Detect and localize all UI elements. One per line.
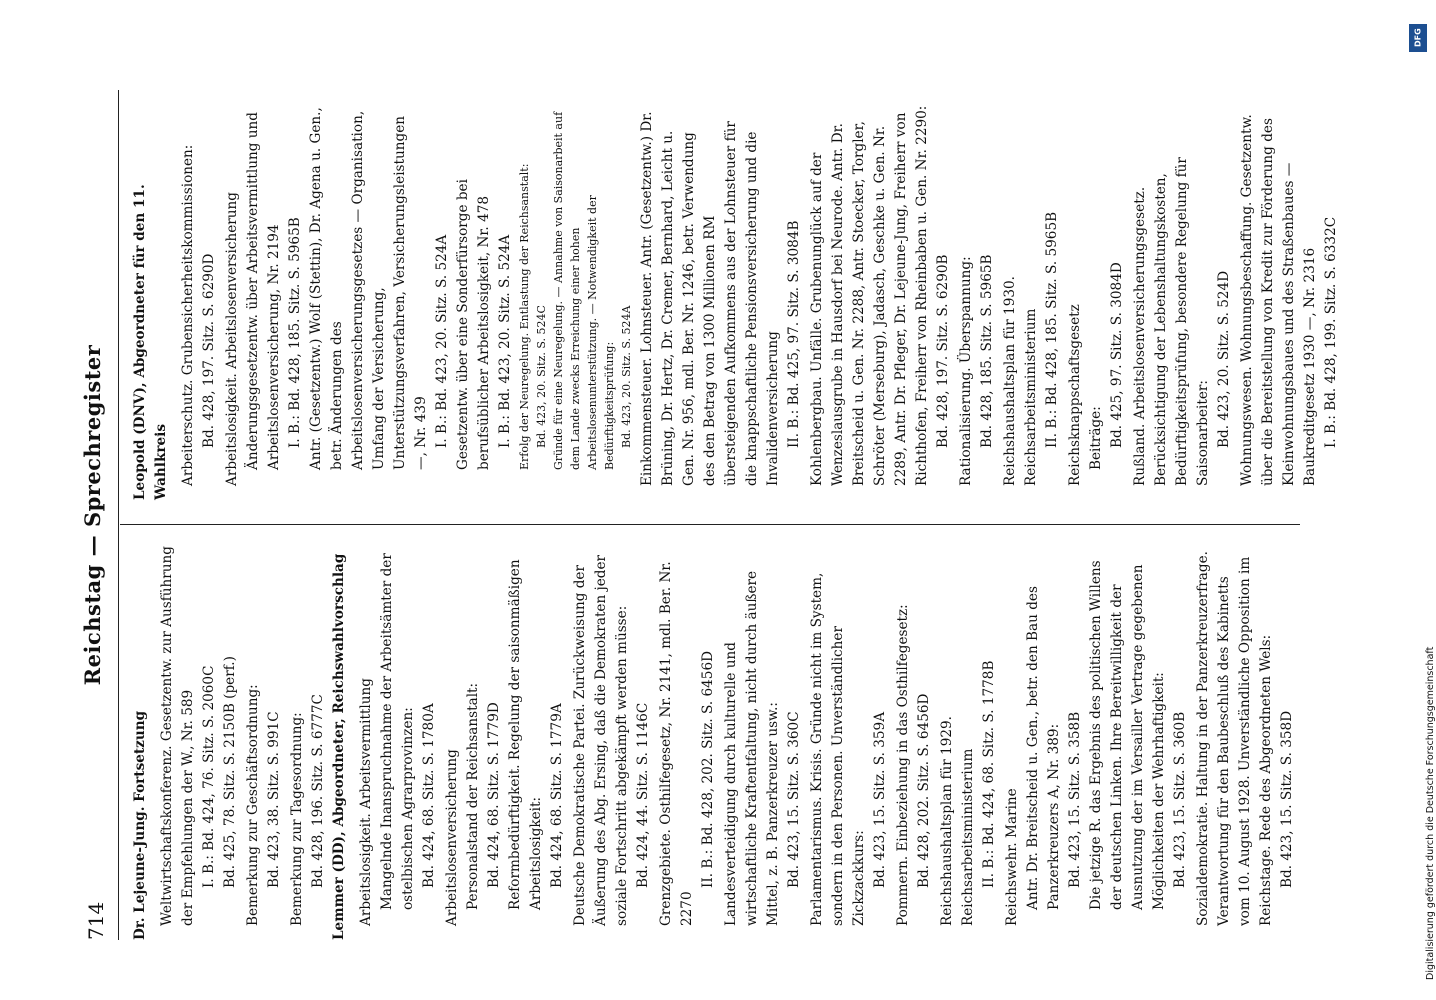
- register-topic: Arbeitslosenversicherung: [444, 749, 460, 926]
- right-column: [130, 105, 1342, 500]
- register-line: Reformbedürftigkeit. Regelung der saisonmäßigen Arbeitslosigkeit:: [507, 559, 544, 910]
- register-topic: Rationalisierung. Überspannung:: [958, 256, 974, 486]
- register-topic: Pommern. Einbeziehung in das Osthilfegesetz:: [895, 604, 911, 926]
- register-ref: Bd. 424, 68. Sitz. S. 1780A: [421, 703, 437, 888]
- register-topic: Bemerkung zur Geschäftsordnung:: [245, 684, 261, 926]
- register-topic: Reichswehr. Marine: [1004, 788, 1020, 926]
- page-header: [70, 90, 110, 940]
- register-ref: Bd. 424, 68. Sitz. S. 1779A: [549, 703, 565, 888]
- register-ref: Bd. 428, 196. Sitz. S. 6777C: [310, 694, 326, 888]
- page-title: Reichstag — Sprechregister: [80, 344, 105, 686]
- register-topic: Reichshaushaltsplan für 1930. Reichsarbeitsministerium: [1002, 276, 1039, 486]
- register-topic: Grenzgebiete. Osthilfegesetz, Nr. 2141, mdl. Ber. Nr. 2270: [658, 561, 695, 926]
- register-topic: Wohnungswesen. Wohnungsbeschaffung. Gesetzentw. über die Bereitstellung von Kredit zur Förderung des Kleinwohnungsbaues und des Straßenbaues — Baukreditgesetz 1930 —, Nr. 2316: [1239, 114, 1318, 486]
- register-ref: I. B.: Bd. 423, 20. Sitz. S. 524A: [434, 234, 450, 448]
- register-topic: Weltwirtschaftskonferenz. Gesetzentw. zur Ausführung der Empfehlungen der W., Nr. 589: [159, 546, 196, 926]
- register-ref: Bd. 423, 15. Sitz. S. 360B: [1172, 711, 1188, 888]
- register-topic: Einkommensteuer. Lohnsteuer. Antr. (Gesetzentw.) Dr. Brüning, Dr. Hertz, Dr. Cremer, Bernhard, Leicht u. Gen. Nr. 956, mdl. Ber. Nr. 1246, betr. Verwendung des den Betrag von 1300 Millionen RM übersteigenden Aufkommens aus der Lohnsteuer für die knappschaftliche Pensionsversicherung und die Invalidenversicherung: [639, 111, 781, 486]
- register-smallref: Bd. 423, 20. Sitz. S. 524C: [535, 305, 548, 448]
- register-line: Änderungsgesetzentw. über Arbeitsvermittlung und Arbeitslosenversicherung, Nr. 2194: [245, 112, 282, 470]
- register-small: Erfolg der Neuregelung. Entlastung der Reichsanstalt:: [518, 163, 531, 470]
- register-ref: Bd. 423, 38. Sitz. S. 991C: [266, 711, 282, 888]
- register-smallref: Bd. 423, 20. Sitz. S. 524A: [620, 305, 633, 448]
- rotated-document: [70, 90, 1339, 940]
- header-rule: [118, 90, 119, 940]
- column-divider: [120, 524, 1300, 525]
- register-ref: Bd. 423, 15. Sitz. S. 359A: [872, 711, 888, 888]
- register-topic: Landesverteidigung durch kulturelle und wirtschaftliche Kraftentfaltung, nicht durch äußere Mittel, z. B. Panzerkreuzer usw.:: [723, 570, 781, 926]
- register-topic: Arbeitslosigkeit. Arbeitslosenversicherung: [224, 192, 240, 486]
- register-topic: Arbeiterschutz. Grubensicherheitskommissionen:: [180, 144, 196, 486]
- register-heading: Lemmer (DD), Abgeordneter, Reichswahlvorschlag: [331, 553, 347, 940]
- register-topic: Sozialdemokratie. Haltung in der Panzerkreuzerfrage. Verantwortung für den Baubeschluß des Kabinetts vom 10. August 1928. Unverständliche Opposition im Reichstage. Rede des Abgeordneten Wels:: [1195, 551, 1274, 926]
- register-line: Mangelnde Inanspruchnahme der Arbeitsämter der ostelbischen Agrarprovinzen:: [379, 553, 416, 910]
- side-note: [1409, 20, 1436, 980]
- register-ref: Bd. 423, 15. Sitz. S. 358B: [1067, 711, 1083, 888]
- register-topic: Rußland. Arbeitslosenversicherungsgesetz. Berücksichtigung der Lebenshaltungskosten, Bedürftigkeitsprüfung, besondere Regelung für Saisonarbeiter:: [1132, 157, 1211, 486]
- register-ref: Bd. 428, 197. Sitz. S. 6290B: [935, 254, 951, 448]
- register-ref: Bd. 428, 185. Sitz. S. 5965B: [979, 254, 995, 448]
- left-column: [130, 545, 1298, 940]
- register-topic: Reichsknappschaftsgesetz: [1067, 304, 1083, 486]
- register-ref: II. B.: Bd. 425, 97. Sitz. S. 3084B: [786, 220, 802, 448]
- register-ref: I. B.: Bd. 428, 185. Sitz. S. 5965B: [287, 217, 303, 448]
- register-ref: Bd. 423, 20. Sitz. S. 524D: [1216, 270, 1232, 448]
- register-line: Die jetzige R. das Ergebnis des politischen Willens der deutschen Linken. Ihre Bereitwilligkeit der Ausnutzung der im Versailler Vertrage gegebenen Möglichkeiten der Wehrhaftigkeit:: [1088, 560, 1167, 910]
- register-topic: Arbeitslosigkeit. Arbeitsvermittlung: [358, 678, 374, 926]
- register-ref: II. B.: Bd. 424, 68. Sitz. S. 1778B: [981, 660, 997, 888]
- register-ref: I. B.: Bd. 428, 199. Sitz. S. 6332C: [1323, 216, 1339, 448]
- register-ref: Bd. 428, 197. Sitz. S. 6290D: [201, 253, 217, 448]
- register-ref: Bd. 425, 97. Sitz. S. 3084D: [1109, 262, 1125, 448]
- register-ref: Bd. 424, 44. Sitz. S. 1146C: [635, 702, 651, 888]
- register-ref: II. B.: Bd. 428, 202. Sitz. S. 6456D: [700, 651, 716, 888]
- register-topic: Kohlenbergbau. Unfälle. Grubenunglück auf der Wenzeslausgrube in Hausdorf bei Neurode. Antr. Dr. Breitscheid u. Gen. Nr. 2288, Antr. Stoecker, Torgler, Schröter (Merseburg), Jadasch, Geschke u. Gen. Nr. 2289, Antr. Dr. Pfleger, Dr. Lejeune-Jung, Freiherr von Richthofen, Freiherr von Rheinbaben u. Gen. Nr. 2290:: [809, 105, 930, 486]
- register-line: Beiträge:: [1088, 406, 1104, 470]
- register-ref: I. B.: Bd. 423, 20. Sitz. S. 524A: [497, 234, 513, 448]
- register-small: Gründe für eine Neuregelung. — Annahme von Saisonarbeit auf dem Lande zwecks Erreichung einer hohen Arbeitslosenunterstützung. — Notwendigkeit der Bedürftigkeitsprüfung:: [552, 111, 616, 470]
- register-line: Antr. Dr. Breitscheid u. Gen., betr. den Bau des Panzerkreuzers A, Nr. 389:: [1025, 586, 1062, 910]
- register-topic: Deutsche Demokratische Partei. Zurückweisung der Äußerung des Abg. Ersing, daß die Demokraten jeder soziale Fortschritt abgekämpft werden müsse:: [572, 554, 630, 926]
- side-note-text: Digitalisierung gefördert durch die Deutsche Forschungsgemeinschaft: [1425, 646, 1436, 980]
- register-line: Personalstand der Reichsanstalt:: [465, 682, 481, 910]
- register-heading: Leopold (DNV), Abgeordneter für den 11. Wahlkreis: [132, 184, 169, 500]
- register-line: Gesetzentw. über eine Sonderfürsorge bei berufsüblicher Arbeitslosigkeit, Nr. 478: [455, 179, 492, 470]
- register-line: Antr. (Gesetzentw.) Wolf (Stettin), Dr. Agena u. Gen., betr. Änderungen des Arbeitslosenversicherungsgesetzes — Organisation, Umfang der Versicherung, Unterstützungsverfahren, Versicherungsleistungen —, Nr. 439: [308, 107, 429, 470]
- register-ref: Bd. 423, 15. Sitz. S. 360C: [786, 711, 802, 888]
- dfg-logo: DFG: [1409, 24, 1427, 52]
- register-heading: Dr. Lejeune-Jung. Fortsetzung: [132, 710, 148, 940]
- register-topic: Parlamentarismus. Krisis. Gründe nicht im System, sondern in den Personen. Unverständlicher Zickzackkurs:: [809, 572, 867, 926]
- register-ref: Bd. 423, 15. Sitz. S. 358D: [1279, 710, 1295, 888]
- page-number: 714: [84, 901, 108, 940]
- register-ref: Bd. 424, 68. Sitz. S. 1779D: [486, 702, 502, 888]
- register-ref: II. B.: Bd. 428, 185. Sitz. S. 5965B: [1044, 211, 1060, 448]
- register-topic: Bemerkung zur Tagesordnung:: [289, 712, 305, 926]
- register-ref: Bd. 425, 78. Sitz. S. 2150B (perf.): [222, 656, 238, 888]
- register-ref: Bd. 428, 202. Sitz. S. 6456D: [916, 693, 932, 888]
- register-ref: I. B.: Bd. 424, 76. Sitz. S. 2060C: [201, 665, 217, 888]
- register-topic: Reichshaushaltsplan für 1929. Reichsarbeitsministerium: [939, 716, 976, 926]
